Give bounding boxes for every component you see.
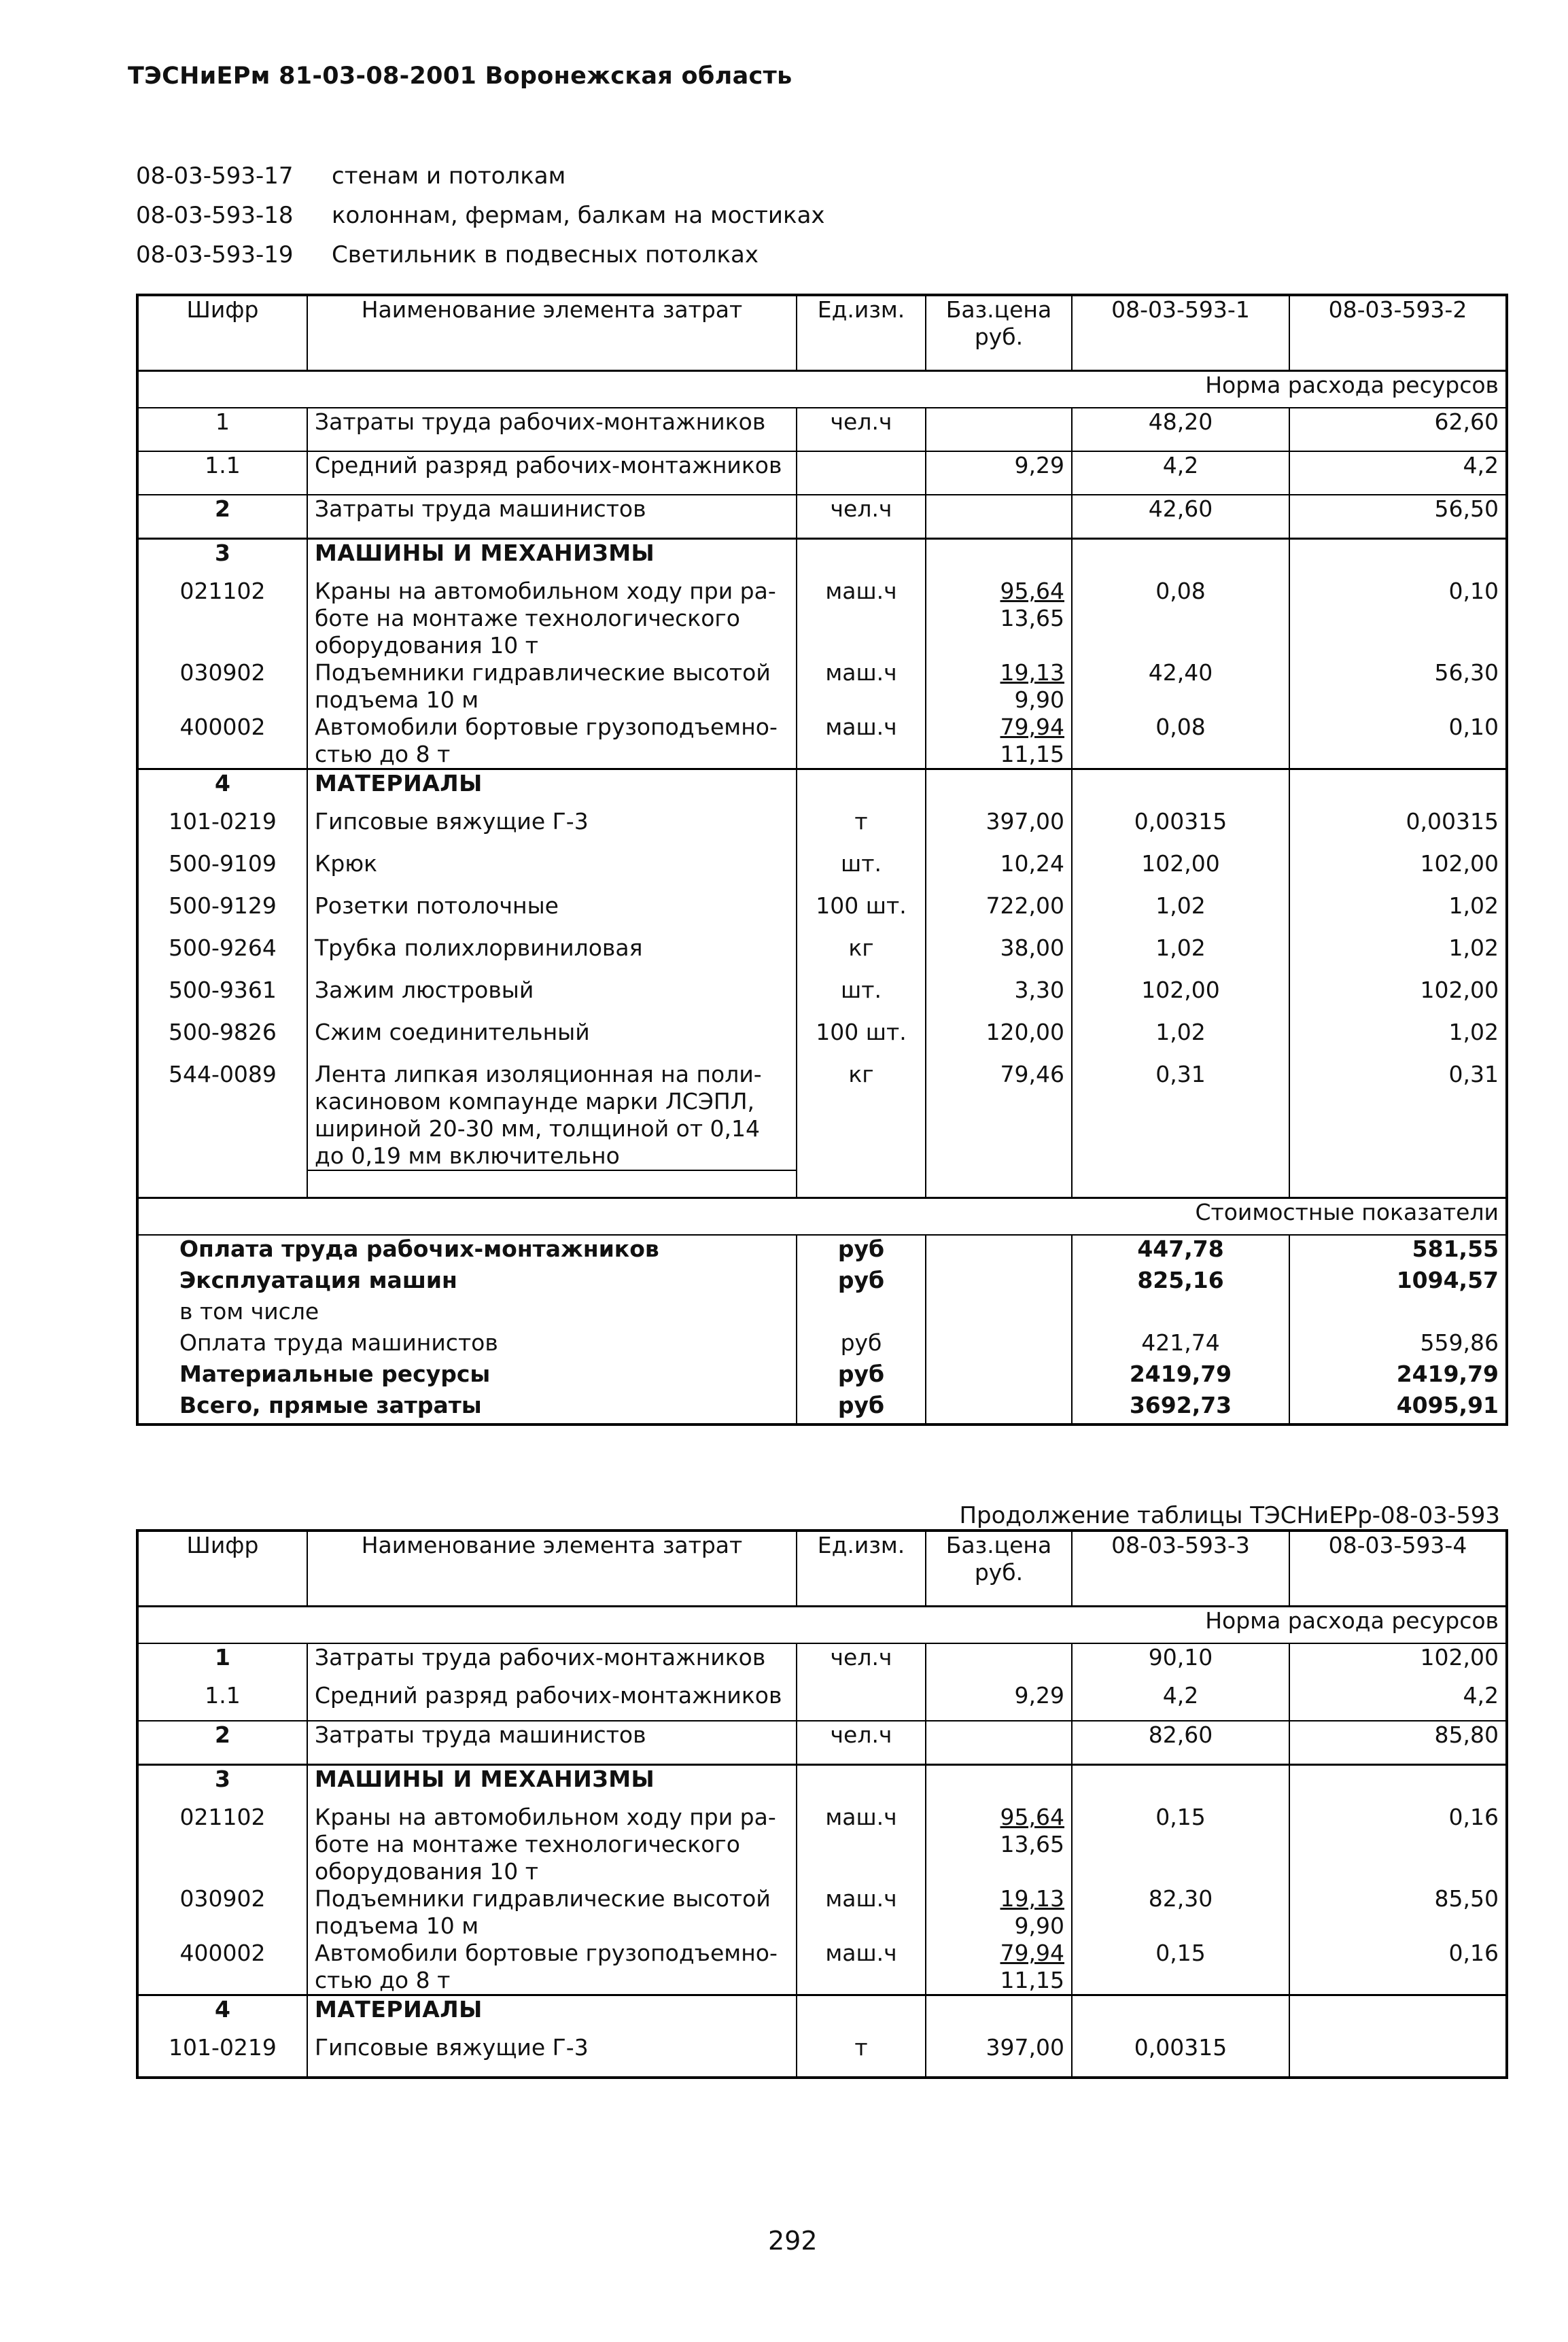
- summary-row: [137, 1392, 1507, 1425]
- summary-unit: руб: [797, 1392, 926, 1425]
- summary-label: Оплата труда машинистов: [179, 1329, 498, 1356]
- page-number: 292: [768, 2226, 818, 2256]
- price-total: 19,13: [1000, 1885, 1064, 1912]
- section-code: 3: [137, 539, 307, 578]
- summary-value-1: 825,16: [1072, 1267, 1289, 1298]
- row-unit: маш.ч: [797, 1804, 926, 1885]
- summary-value-1: 2419,79: [1072, 1361, 1289, 1392]
- price-wage: 11,15: [1000, 741, 1064, 767]
- price-total: 95,64: [1000, 1804, 1064, 1830]
- intro-text: колоннам, фермам, балкам на мостиках: [332, 202, 825, 229]
- table-row: [137, 408, 1507, 451]
- intro-text: Светильник в подвесных потолках: [332, 241, 759, 268]
- row-name: Затраты труда машинистов: [307, 495, 797, 539]
- row-value-1: 48,20: [1072, 408, 1289, 451]
- resource-table-1: [136, 294, 1508, 1426]
- row-value-2: 56,50: [1289, 495, 1507, 539]
- row-code: 500-9264: [169, 934, 277, 961]
- header-price-line1: Баз.цена: [945, 1532, 1052, 1558]
- row-value-2: 102,00: [1289, 850, 1507, 892]
- summary-unit: руб: [797, 1235, 926, 1267]
- row-value-2: 4,2: [1289, 451, 1507, 495]
- summary-value-2: 1094,57: [1289, 1267, 1507, 1298]
- header-col-2: 08-03-593-2: [1289, 295, 1507, 371]
- document-title: ТЭСНиЕРм 81-03-08-2001 Воронежская область: [128, 63, 792, 90]
- intro-list: [136, 156, 1087, 275]
- row-price: 10,24: [926, 850, 1072, 892]
- row-name: Средний разряд рабочих-монтажников: [307, 451, 797, 495]
- summary-row: [137, 1267, 1507, 1298]
- summary-label: Материальные ресурсы: [179, 1360, 491, 1387]
- price-total: 19,13: [1000, 659, 1064, 686]
- row-name: Сжим соединительный: [307, 1019, 797, 1061]
- summary-value-1: 447,78: [1072, 1235, 1289, 1267]
- row-unit: чел.ч: [797, 495, 926, 539]
- row-value-1: 1,02: [1072, 892, 1289, 934]
- table-row: [137, 1682, 1507, 1721]
- summary-row: [137, 1329, 1507, 1361]
- row-name: Подъемники гидравлические высотой подъема 10 м: [307, 1885, 797, 1940]
- row-unit: шт.: [797, 977, 926, 1019]
- row-value-1: 0,15: [1072, 1804, 1289, 1885]
- row-unit: чел.ч: [797, 408, 926, 451]
- row-price: 38,00: [926, 934, 1072, 977]
- row-name: Крюк: [307, 850, 797, 892]
- header-price-line2: руб.: [974, 324, 1024, 350]
- table-row: [137, 1061, 1507, 1170]
- header-price-line2: руб.: [974, 1559, 1024, 1586]
- row-value-2: 85,80: [1289, 1721, 1507, 1765]
- header-col-1: 08-03-593-1: [1072, 295, 1289, 371]
- table-row: [137, 578, 1507, 659]
- intro-code: 08-03-593-17: [136, 162, 294, 190]
- section-code: 4: [137, 769, 307, 809]
- row-code: 500-9826: [169, 1019, 277, 1045]
- row-code: 500-9361: [169, 977, 277, 1003]
- intro-line: [136, 196, 1087, 235]
- row-value-1: 42,40: [1072, 659, 1289, 714]
- row-name: Затраты труда машинистов: [307, 1721, 797, 1765]
- table-row: [137, 1885, 1507, 1940]
- summary-value-2: 2419,79: [1289, 1361, 1507, 1392]
- row-code: 400002: [179, 714, 266, 740]
- row-price: [926, 1940, 1072, 1995]
- row-name: Краны на автомобильном ходу при ра-боте на монтаже технологического оборудования 10 т: [307, 1804, 797, 1885]
- row-name: Гипсовые вяжущие Г-3: [307, 2034, 797, 2078]
- row-code: 1: [137, 408, 307, 451]
- section-title: МАШИНЫ И МЕХАНИЗМЫ: [307, 1765, 797, 1804]
- summary-row: [137, 1235, 1507, 1267]
- row-value-1: 0,00315: [1072, 808, 1289, 850]
- summary-label: в том числе: [179, 1297, 319, 1325]
- row-code: 030902: [179, 659, 266, 686]
- row-value-2: 4,2: [1289, 1682, 1507, 1721]
- row-unit: чел.ч: [797, 1721, 926, 1765]
- row-unit: маш.ч: [797, 1885, 926, 1940]
- row-unit: маш.ч: [797, 1940, 926, 1995]
- row-value-2: 102,00: [1289, 1643, 1507, 1682]
- header-price: [926, 1531, 1072, 1607]
- price-wage: 13,65: [1000, 605, 1064, 631]
- intro-line: [136, 235, 1087, 275]
- table-row: [137, 977, 1507, 1019]
- intro-line: [136, 156, 1087, 196]
- row-name: Средний разряд рабочих-монтажников: [307, 1682, 797, 1721]
- row-code: 1.1: [137, 451, 307, 495]
- intro-code: 08-03-593-19: [136, 241, 294, 268]
- section-code: 4: [137, 1995, 307, 2035]
- row-price: 9,29: [926, 1682, 1072, 1721]
- summary-value-2: 559,86: [1289, 1329, 1507, 1361]
- row-unit: т: [797, 2034, 926, 2078]
- resource-table-2: [136, 1529, 1508, 2079]
- table-row: [137, 451, 1507, 495]
- table-row: [137, 892, 1507, 934]
- row-code: 021102: [179, 1804, 266, 1830]
- row-price: 3,30: [926, 977, 1072, 1019]
- header-price-line1: Баз.цена: [945, 296, 1052, 323]
- row-value-2: 0,10: [1289, 578, 1507, 659]
- table-row: [137, 2034, 1507, 2078]
- row-price: 79,46: [926, 1061, 1072, 1170]
- section-machines: [137, 1765, 1507, 1804]
- table-row: [137, 1940, 1507, 1995]
- table-row: [137, 1643, 1507, 1682]
- row-value-1: 42,60: [1072, 495, 1289, 539]
- row-name: Автомобили бортовые грузоподъемно-стью до 8 т: [307, 714, 797, 769]
- row-unit: 100 шт.: [797, 892, 926, 934]
- row-value-1: 0,31: [1072, 1061, 1289, 1170]
- header-price: [926, 295, 1072, 371]
- section-title: МАТЕРИАЛЫ: [307, 1995, 797, 2035]
- row-code: 2: [137, 1721, 307, 1765]
- summary-label: Всего, прямые затраты: [179, 1391, 482, 1418]
- row-code: 030902: [179, 1885, 266, 1912]
- row-code: 1: [137, 1643, 307, 1682]
- price-wage: 13,65: [1000, 1831, 1064, 1857]
- section-materials: [137, 769, 1507, 809]
- row-name: Краны на автомобильном ходу при ра-боте на монтаже технологического оборудования 10 т: [307, 578, 797, 659]
- row-unit: маш.ч: [797, 578, 926, 659]
- table-row: [137, 1019, 1507, 1061]
- row-value-2: 102,00: [1289, 977, 1507, 1019]
- header-shifr: Шифр: [186, 296, 259, 323]
- table-row: [137, 934, 1507, 977]
- row-value-1: 0,00315: [1072, 2034, 1289, 2078]
- row-price: [926, 1804, 1072, 1885]
- row-unit: кг: [797, 934, 926, 977]
- row-value-1: 4,2: [1072, 451, 1289, 495]
- row-value-2: 0,31: [1289, 1061, 1507, 1170]
- summary-label: Оплата труда рабочих-монтажников: [137, 1235, 797, 1267]
- row-unit: [797, 1682, 926, 1721]
- row-name: Затраты труда рабочих-монтажников: [307, 408, 797, 451]
- norma-label: Норма расхода ресурсов: [137, 1607, 1507, 1644]
- header-col-1: 08-03-593-3: [1072, 1531, 1289, 1607]
- row-value-1: 0,15: [1072, 1940, 1289, 1995]
- intro-text: стенам и потолкам: [332, 162, 566, 190]
- row-code: 101-0219: [169, 808, 277, 835]
- summary-unit: руб: [797, 1267, 926, 1298]
- row-value-2: 0,16: [1289, 1940, 1507, 1995]
- row-value-1: 0,08: [1072, 714, 1289, 769]
- row-name: Затраты труда рабочих-монтажников: [307, 1643, 797, 1682]
- summary-value-2: 4095,91: [1289, 1392, 1507, 1425]
- header-unit: Ед.изм.: [797, 295, 926, 371]
- table-header: [137, 295, 1507, 371]
- row-value-2: 0,10: [1289, 714, 1507, 769]
- summary-label: Эксплуатация машин: [179, 1266, 457, 1293]
- header-shifr: Шифр: [186, 1532, 259, 1558]
- summary-value-1: 3692,73: [1072, 1392, 1289, 1425]
- row-value-1: 0,08: [1072, 578, 1289, 659]
- row-value-1: 102,00: [1072, 977, 1289, 1019]
- row-unit: шт.: [797, 850, 926, 892]
- row-value-2: 0,16: [1289, 1804, 1507, 1885]
- row-name: Гипсовые вяжущие Г-3: [307, 808, 797, 850]
- row-name: Подъемники гидравлические высотой подъема 10 м: [307, 659, 797, 714]
- row-value-2: 1,02: [1289, 934, 1507, 977]
- row-price: [926, 408, 1072, 451]
- row-name: Розетки потолочные: [307, 892, 797, 934]
- summary-value-2: 581,55: [1289, 1235, 1507, 1267]
- row-code: 1.1: [205, 1682, 241, 1709]
- section-norma: [137, 1607, 1507, 1644]
- row-value-2: 62,60: [1289, 408, 1507, 451]
- continuation-caption: Продолжение таблицы ТЭСНиЕРр-08-03-593: [959, 1502, 1500, 1529]
- section-title: МАШИНЫ И МЕХАНИЗМЫ: [307, 539, 797, 578]
- row-code: 400002: [179, 1940, 266, 1966]
- price-wage: 9,90: [1014, 686, 1064, 713]
- row-price: [926, 495, 1072, 539]
- header-unit: Ед.изм.: [797, 1531, 926, 1607]
- price-total: 95,64: [1000, 578, 1064, 604]
- row-code: 500-9109: [169, 850, 277, 877]
- summary-value-1: 421,74: [1072, 1329, 1289, 1361]
- table-row: [137, 659, 1507, 714]
- row-code: 544-0089: [169, 1061, 277, 1087]
- row-unit: маш.ч: [797, 659, 926, 714]
- price-wage: 9,90: [1014, 1912, 1064, 1939]
- row-price: [926, 1885, 1072, 1940]
- row-unit: маш.ч: [797, 714, 926, 769]
- row-value-1: 82,60: [1072, 1721, 1289, 1765]
- row-unit: т: [797, 808, 926, 850]
- table-header: [137, 1531, 1507, 1607]
- row-value-2: 0,00315: [1289, 808, 1507, 850]
- section-title: МАТЕРИАЛЫ: [307, 769, 797, 809]
- row-value-2: 85,50: [1289, 1885, 1507, 1940]
- row-price: [926, 1643, 1072, 1682]
- row-name: Трубка полихлорвиниловая: [307, 934, 797, 977]
- section-materials: [137, 1995, 1507, 2035]
- row-price: 397,00: [926, 808, 1072, 850]
- price-wage: 11,15: [1000, 1967, 1064, 1993]
- row-code: 2: [137, 495, 307, 539]
- header-name: Наименование элемента затрат: [307, 295, 797, 371]
- row-price: 120,00: [926, 1019, 1072, 1061]
- table-row: [137, 495, 1507, 539]
- table-row: [137, 1804, 1507, 1885]
- row-code: 101-0219: [169, 2034, 277, 2061]
- row-price: [926, 1721, 1072, 1765]
- row-price: [926, 714, 1072, 769]
- price-total: 79,94: [1000, 714, 1064, 740]
- section-code: 3: [137, 1765, 307, 1804]
- row-price: 722,00: [926, 892, 1072, 934]
- table-row: [137, 1721, 1507, 1765]
- row-name: Автомобили бортовые грузоподъемно-стью до 8 т: [307, 1940, 797, 1995]
- row-value-1: 1,02: [1072, 1019, 1289, 1061]
- row-value-1: 4,2: [1072, 1682, 1289, 1721]
- row-price: 397,00: [926, 2034, 1072, 2078]
- row-value-2: [1289, 2034, 1507, 2078]
- row-value-1: 90,10: [1072, 1643, 1289, 1682]
- row-value-1: 102,00: [1072, 850, 1289, 892]
- header-col-2: 08-03-593-4: [1289, 1531, 1507, 1607]
- row-price: 9,29: [926, 451, 1072, 495]
- row-value-2: 1,02: [1289, 1019, 1507, 1061]
- summary-unit: руб: [797, 1329, 926, 1361]
- row-unit: кг: [797, 1061, 926, 1170]
- row-unit: [797, 451, 926, 495]
- row-value-2: 56,30: [1289, 659, 1507, 714]
- section-machines: [137, 539, 1507, 578]
- price-total: 79,94: [1000, 1940, 1064, 1966]
- intro-code: 08-03-593-18: [136, 202, 294, 229]
- table-row: [137, 850, 1507, 892]
- table-row: [137, 714, 1507, 769]
- header-name: Наименование элемента затрат: [307, 1531, 797, 1607]
- row-price: [926, 578, 1072, 659]
- row-name: Лента липкая изоляционная на поли-касиновом компаунде марки ЛСЭПЛ, шириной 20-30 мм, толщиной от 0,14 до 0,19 мм включительно: [307, 1061, 797, 1170]
- section-cost: [137, 1198, 1507, 1235]
- row-unit: 100 шт.: [797, 1019, 926, 1061]
- row-value-1: 1,02: [1072, 934, 1289, 977]
- norma-label: Норма расхода ресурсов: [137, 371, 1507, 408]
- summary-unit: руб: [797, 1361, 926, 1392]
- summary-row: [137, 1298, 1507, 1329]
- table-row: [137, 808, 1507, 850]
- row-price: [926, 659, 1072, 714]
- row-code: 021102: [179, 578, 266, 604]
- cost-label: Стоимостные показатели: [137, 1198, 1507, 1235]
- section-norma: [137, 371, 1507, 408]
- row-name: Зажим люстровый: [307, 977, 797, 1019]
- summary-row: [137, 1361, 1507, 1392]
- row-value-1: 82,30: [1072, 1885, 1289, 1940]
- row-value-2: 1,02: [1289, 892, 1507, 934]
- row-code: 500-9129: [169, 892, 277, 919]
- row-unit: чел.ч: [797, 1643, 926, 1682]
